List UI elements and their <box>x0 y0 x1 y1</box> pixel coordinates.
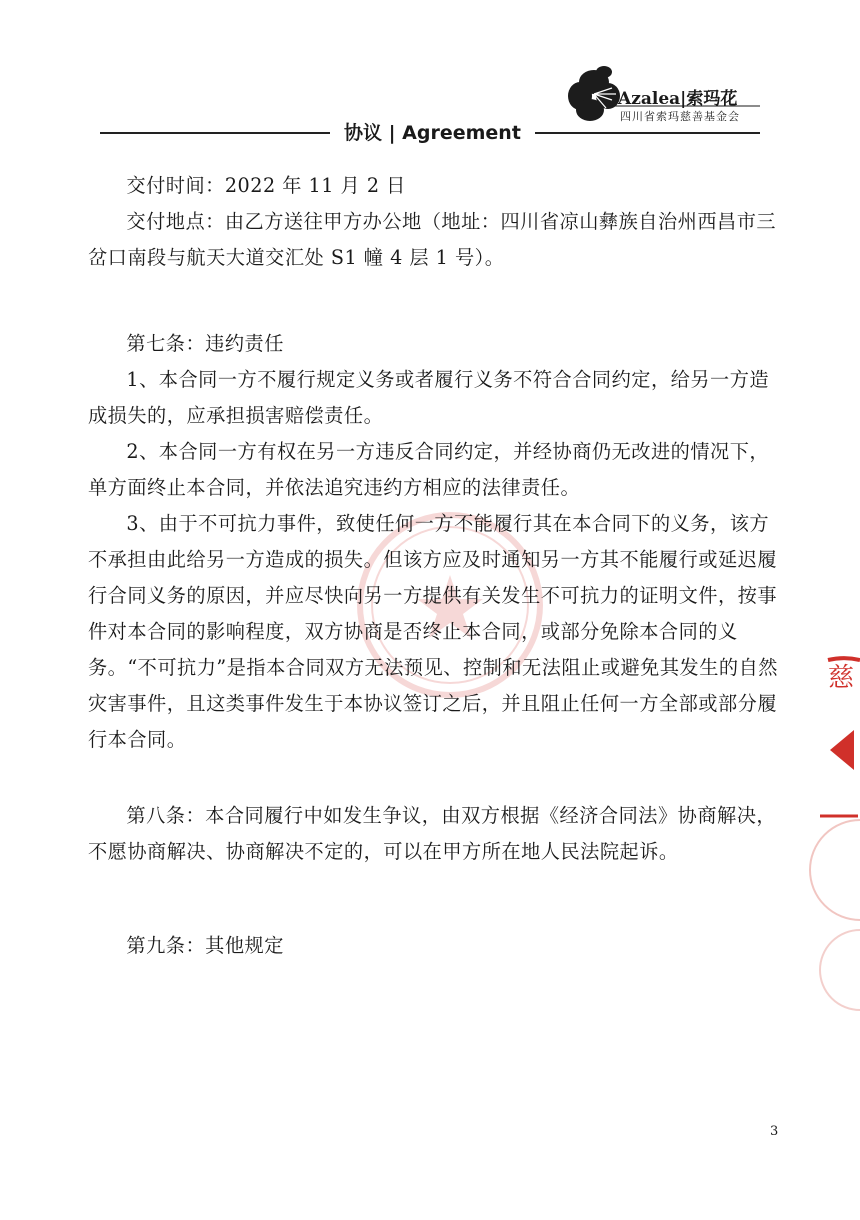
page-number: 3 <box>770 1124 779 1139</box>
article7-clause3: 3、由于不可抗力事件，致使任何一方不能履行其在本合同下的义务，该方不承担由此给另一方造成的损失。但该方应及时通知另一方其不能履行或延迟履行合同义务的原因，并应尽快向另一方提供有关发生不可抗力的证明文件，按事件对本合同的影响程度，双方协商是否终止本合同，或部分免除本合同的义务。“不可抗力”是指本合同双方无法预见、控制和无法阻止或避免其发生的自然灾害事件，且这类事件发生于本协议签订之后，并且阻止任何一方全部或部分履行本合同。 <box>88 512 778 751</box>
article7-clause1: 1、本合同一方不履行规定义务或者履行义务不符合合同约定，给另一方造成损失的，应承担损害赔偿责任。 <box>88 368 770 427</box>
delivery-place: 交付地点：由乙方送往甲方办公地（地址：四川省凉山彝族自治州西昌市三岔口南段与航天大道交汇处 S1 幢 4 层 1 号）。 <box>88 210 777 269</box>
delivery-time: 交付时间：2022 年 11 月 2 日 <box>126 174 406 197</box>
edge-seal-icon <box>780 640 860 1020</box>
logo-subtitle: 四川省索玛慈善基金会 <box>620 110 740 123</box>
document-header-title: 协议 | Agreement <box>330 118 535 148</box>
foundation-logo <box>566 64 762 128</box>
article9-title: 第九条：其他规定 <box>126 934 284 957</box>
logo-text: Azalea|索玛花 <box>618 89 738 109</box>
article7-clause2: 2、本合同一方有权在另一方违反合同约定，并经协商仍无改进的情况下，单方面终止本合同，并依法追究违约方相应的法律责任。 <box>88 440 770 499</box>
article7-title: 第七条：违约责任 <box>126 332 284 355</box>
article8: 第八条：本合同履行中如发生争议，由双方根据《经济合同法》协商解决，不愿协商解决、协商解决不定的，可以在甲方所在地人民法院起诉。 <box>88 804 777 863</box>
agreement-body <box>88 168 780 964</box>
side-stamp-char: 慈 <box>828 663 855 693</box>
